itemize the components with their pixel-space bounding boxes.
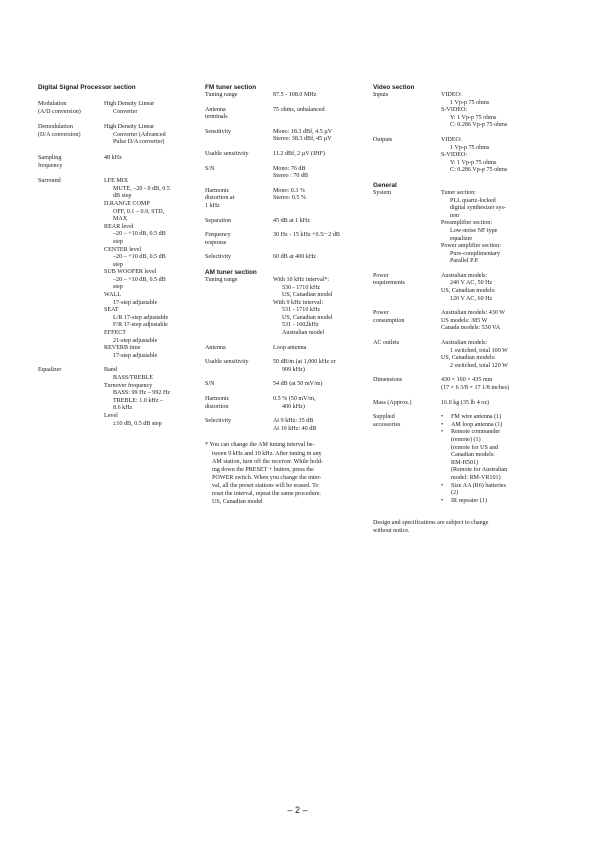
spec-text-line: 240 V AC, 50 Hz (450, 280, 493, 287)
spec-text-line: C: 0.286 Vp-p 75 ohms (450, 122, 508, 129)
accessory-text (451, 429, 507, 482)
spec-text-line: Remote commander (451, 429, 501, 436)
spec-value (441, 92, 558, 130)
spec-text-line: Power (373, 272, 389, 279)
spec-text-line: 1 Vp-p 75 ohms (450, 144, 490, 151)
spec-row (205, 92, 355, 100)
spec-label (205, 232, 273, 247)
section-title-fm: FM tuner section (205, 84, 257, 91)
spec-value (273, 345, 355, 353)
spec-text-line: Harmonic (205, 396, 230, 403)
spec-text-line: Surround (38, 178, 61, 185)
spec-label (205, 218, 273, 226)
bullet-icon: • (441, 497, 444, 504)
bullet-icon: • (441, 429, 444, 436)
spec-label (38, 155, 104, 170)
spec-text-line: At 10 kHz: 40 dB (273, 425, 317, 432)
spec-text-line: Canada models: 530 VA (441, 325, 501, 332)
spec-text-line: US, Canadian models: (441, 355, 496, 362)
fm-spec-list (205, 92, 355, 262)
spec-text-line: model: RM-VR101) (451, 474, 501, 481)
spec-text-line: Harmonic (205, 187, 230, 194)
video-spec-list (373, 92, 558, 175)
spec-text-line: US, Canadian models: (441, 288, 496, 295)
spec-label (205, 359, 273, 374)
spec-text-line: Turnover frequency (104, 382, 153, 389)
spec-value (441, 273, 558, 303)
spec-text-line: Demodulation (38, 124, 73, 131)
spec-label (373, 92, 441, 130)
column-video-general (373, 84, 558, 535)
spec-text-line: 530 - 1710 kHz (282, 284, 321, 291)
spec-row (373, 190, 558, 266)
section-title-video: Video section (373, 84, 415, 91)
accessory-text (451, 483, 506, 498)
spec-text-line: Stereo: 0.5 % (273, 195, 307, 202)
spec-text-line: Design and specifications are subject to change (373, 520, 489, 527)
spec-label (38, 178, 104, 360)
spec-text-line: 17-step adjustable (113, 299, 158, 306)
spec-text-line: US, Canadian model (282, 292, 333, 299)
spec-text-line: Outputs (373, 136, 393, 143)
spec-text-line: tem (450, 212, 460, 219)
spec-value (441, 340, 558, 370)
spec-text-line: OFF, 0.1 – 0.9, STD, (113, 208, 165, 215)
spec-value (273, 277, 355, 338)
spec-text-line: reset the interval, repeat the same procedure. (212, 490, 321, 497)
spec-text-line: Low-noise NF type (450, 227, 498, 234)
spec-value (273, 151, 355, 159)
spec-label (205, 254, 273, 262)
column-dsp (38, 84, 188, 435)
accessory-item (441, 429, 558, 482)
spec-row (205, 359, 355, 374)
spec-text-line: S-VIDEO: (441, 107, 468, 114)
spec-text-line: 0.5 % (50 mV/m, (273, 396, 316, 403)
spec-text-line: Selectivity (205, 254, 232, 261)
accessory-item (441, 422, 558, 430)
spec-text-line: (remote) (1) (451, 436, 481, 443)
spec-text-line: 120 V AC, 60 Hz (450, 295, 493, 302)
spec-row (205, 345, 355, 353)
spec-label (38, 101, 104, 116)
spec-text-line: Tuning range (205, 92, 238, 98)
spec-value (273, 129, 355, 144)
spec-text-line: Stereo : 70 dB (273, 173, 309, 180)
spec-label (205, 151, 273, 159)
spec-text-line: MUTE, –20 - 0 dB, 0.5 (113, 185, 170, 192)
spec-row (205, 254, 355, 262)
spec-text-line: 430 × 160 × 435 mm (441, 377, 493, 384)
spec-label (205, 107, 273, 122)
spec-text-line: 75 ohms, unbalanced (273, 106, 325, 113)
spec-value (441, 137, 558, 175)
spec-text-line: Equalizer (38, 367, 62, 374)
spec-text-line: Australian models: (441, 340, 488, 347)
spec-text-line: IR repeater (1) (451, 497, 487, 504)
spec-text-line: requirements (373, 280, 405, 287)
spec-text-line: (17 × 6 3/8 × 17 1/8 inches) (441, 385, 509, 391)
spec-text-line: MAX (113, 216, 128, 223)
spec-text-line: Y: 1 Vp-p 75 ohms (450, 159, 497, 166)
accessory-item (441, 483, 558, 498)
spec-text-line: Y: 1 Vp-p 75 ohms (450, 114, 497, 121)
spec-text-line: step (113, 238, 123, 245)
spec-value (273, 254, 355, 262)
spec-text-line: VIDEO: (441, 136, 462, 143)
spec-text-line: Australian models: 430 W (441, 310, 506, 317)
spec-value (273, 92, 355, 100)
accessory-list (441, 414, 558, 505)
spec-text-line: 400 kHz) (282, 403, 305, 410)
spec-text-line: With 9 kHz interval: (273, 299, 324, 306)
spec-row (205, 381, 355, 389)
spec-text-line: 531 - 1710 kHz (282, 307, 321, 314)
spec-text-line: AC outlets (373, 340, 400, 347)
spec-text-line: Separation (205, 217, 232, 224)
spec-text-line: D.RANGE COMP (104, 200, 150, 207)
spec-label (205, 418, 273, 433)
accessory-text (451, 414, 501, 422)
spec-label (205, 92, 273, 100)
spec-text-line: distortion at (205, 195, 235, 202)
spec-row (373, 137, 558, 175)
spec-text-line: 50 dB/m (at 1,000 kHz or (273, 359, 336, 366)
spec-text-line: RM-H501) (451, 459, 479, 466)
spec-text-line: 999 kHz) (282, 366, 305, 373)
accessory-text (451, 422, 502, 430)
spec-text-line: At 9 kHz: 35 dB (273, 418, 314, 425)
spec-value (104, 124, 188, 147)
spec-text-line: (Remote for Australian (451, 467, 508, 474)
spec-text-line: AM loop antenna (1) (451, 421, 503, 428)
am-interval-note (205, 441, 355, 506)
spec-text-line: without notice. (373, 528, 410, 535)
spec-text-line: Parallel P.P. (450, 258, 479, 265)
spec-text-line: terminals (205, 114, 228, 121)
spec-text-line: WALL (104, 292, 121, 299)
spec-text-line: US, Canadian model (282, 314, 333, 321)
spec-label (373, 340, 441, 370)
accessory-text (451, 498, 487, 506)
spec-text-line: response (205, 239, 227, 246)
spec-label (373, 414, 441, 505)
spec-value (441, 400, 558, 408)
spec-text-line: 45 dB at 1 kHz (273, 217, 310, 224)
spec-value (273, 396, 355, 411)
spec-label (205, 345, 273, 353)
spec-text-line: BASS: 99 Hz – 992 Hz (113, 390, 171, 397)
spec-label (205, 396, 273, 411)
column-tuner (205, 84, 355, 506)
spec-label (373, 273, 441, 303)
spec-value (441, 377, 558, 392)
spec-text-line: Sensitivity (205, 128, 232, 135)
spec-text-line: Sampling (38, 154, 62, 161)
spec-text-line: 16.0 kg (35 lb 4 oz) (441, 399, 490, 406)
spec-text-line: CENTER level (104, 246, 142, 253)
spec-row (205, 396, 355, 411)
spec-text-line: step (113, 284, 123, 291)
section-title-general: General (373, 181, 397, 189)
spec-text-line: dB step (113, 193, 132, 200)
spec-value (273, 232, 355, 247)
spec-text-line: Size AA (R6) batteries (451, 482, 507, 489)
spec-text-line: 21-step adjustable (113, 337, 158, 344)
spec-label (205, 166, 273, 181)
spec-label (373, 400, 441, 408)
spec-text-line: * You can change the AM tuning interval be- (205, 442, 315, 449)
spec-text-line: ing down the PRESET + button, press the (212, 466, 314, 473)
spec-text-line: Selectivity (205, 418, 232, 425)
spec-text-line: Converter (113, 108, 138, 115)
spec-row (205, 151, 355, 159)
section-title-dsp: Digital Signal Processor section (38, 84, 136, 91)
spec-text-line: 30 Hz - 15 kHz +0.5/−2 dB (273, 232, 340, 239)
spec-text-line: SEAT (104, 307, 119, 314)
dsp-spec-list (38, 101, 188, 428)
spec-text-line: Tuning range (205, 276, 238, 283)
spec-text-line: Power (373, 310, 389, 317)
spec-text-line: 531 - 1602kHz (282, 322, 319, 329)
spec-text-line: Dimensions (373, 377, 403, 384)
spec-text-line: 48 kHz (104, 154, 122, 161)
spec-text-line: 1 Vp-p 75 ohms (450, 99, 490, 106)
spec-row (205, 232, 355, 247)
spec-text-line: –20 – +10 dB, 0.5 dB (113, 276, 166, 283)
spec-text-line: Stereo: 38.3 dBf, 45 µV (273, 136, 332, 143)
spec-text-line: digital synthesizer sys- (450, 205, 506, 212)
spec-text-line: REVERB time (104, 345, 141, 352)
spec-text-line: System (373, 189, 391, 196)
spec-value (273, 218, 355, 226)
spec-text-line: –20 – +10 dB, 0.5 dB (113, 254, 166, 261)
spec-text-line: 2 switched, total 120 W (450, 362, 508, 369)
spec-row (373, 310, 558, 333)
page-number: – 2 – (287, 805, 308, 815)
spec-text-line: High Density Linear (104, 124, 155, 131)
spec-text-line: Usable sensitivity (205, 359, 249, 366)
spec-row (373, 273, 558, 303)
spec-text-line: 11.2 dBf, 2 µV (IHF) (273, 150, 325, 157)
am-spec-list (205, 277, 355, 434)
spec-text-line: (D/A conversion) (38, 131, 81, 138)
accessory-item (441, 414, 558, 422)
spec-text-line: frequency (38, 162, 63, 169)
spec-text-line: REAR level (104, 223, 134, 230)
general-spec-list (373, 190, 558, 407)
spec-value (273, 188, 355, 211)
spec-text-line: (2) (451, 490, 459, 497)
spec-value (273, 381, 355, 389)
spec-row (38, 367, 188, 428)
spec-text-line: Australian models: (441, 272, 488, 279)
spec-value (273, 166, 355, 181)
spec-row (38, 178, 188, 360)
spec-row (205, 107, 355, 122)
spec-text-line: S/N (205, 381, 215, 388)
spec-text-line: F/R 17-step adjustable (113, 322, 168, 329)
spec-text-line: PLL quartz-locked (450, 197, 496, 204)
spec-text-line: L/R 17-step adjustable (113, 314, 169, 321)
spec-text-line: Mono: 76 dB (273, 165, 306, 172)
spec-text-line: 1 kHz (205, 202, 220, 209)
spec-text-line: ±10 dB, 0.5 dB step (113, 420, 162, 427)
spec-value (273, 359, 355, 374)
spec-text-line: Antenna (205, 106, 226, 113)
spec-text-line: LFE MIX (104, 178, 129, 185)
spec-text-line: Tuner section: (441, 189, 476, 196)
spec-value (273, 418, 355, 433)
spec-row (205, 166, 355, 181)
spec-text-line: accessories (373, 421, 401, 428)
spec-row (205, 129, 355, 144)
bullet-icon: • (441, 482, 444, 489)
spec-text-line: Pure-complimentary (450, 250, 501, 257)
spec-text-line: S/N (205, 165, 215, 172)
spec-row (38, 101, 188, 116)
spec-label (205, 381, 273, 389)
spec-row (373, 400, 558, 408)
spec-text-line: Modulation (38, 101, 67, 107)
spec-text-line: consumption (373, 317, 405, 324)
spec-text-line: distortion (205, 403, 229, 410)
spec-value (441, 310, 558, 333)
spec-text-line: Mass (Approx.) (373, 399, 412, 406)
spec-text-line: AM station, turn off the receiver. While hold- (212, 458, 323, 465)
spec-text-line: step (113, 261, 123, 268)
spec-text-line: Australian model (282, 330, 325, 337)
spec-row (373, 377, 558, 392)
spec-row (373, 340, 558, 370)
spec-text-line: Antenna (205, 344, 226, 351)
spec-row (205, 277, 355, 338)
spec-text-line: 17-step adjustable (113, 352, 158, 359)
spec-text-line: –20 – +10 dB, 0.5 dB (113, 231, 166, 238)
spec-text-line: POWER switch. When you change the inter- (212, 474, 322, 481)
section-title-am: AM tuner section (205, 268, 257, 276)
spec-text-line: US, Canadian model (212, 499, 263, 506)
spec-text-line: 54 dB (at 50 mV/m) (273, 381, 323, 388)
spec-label (373, 190, 441, 266)
accessory-item (441, 498, 558, 506)
spec-row (205, 188, 355, 211)
spec-label (373, 137, 441, 175)
spec-text-line: 87.5 - 108.0 MHz (273, 92, 317, 98)
spec-text-line: Inputs (373, 92, 389, 98)
spec-row (205, 418, 355, 433)
bullet-icon: • (441, 421, 444, 428)
spec-text-line: 8.6 kHz (113, 405, 133, 412)
spec-text-line: Mono: 0.3 % (273, 187, 305, 194)
spec-text-line: Converter (Advanced (113, 131, 166, 138)
disclaimer-text (373, 519, 558, 535)
spec-text-line: FM wire antenna (1) (451, 414, 502, 421)
spec-value (441, 190, 558, 266)
spec-text-line: With 10 kHz interval*: (273, 276, 330, 283)
spec-text-line: Mono: 18.3 dBf, 4.5 µV (273, 128, 333, 135)
spec-row-accessories (373, 414, 558, 505)
spec-row (38, 155, 188, 170)
spec-label (205, 129, 273, 144)
spec-value (104, 178, 188, 360)
spec-text-line: tween 9 kHz and 10 kHz. After tuning in any (212, 450, 322, 457)
spec-label (205, 188, 273, 211)
spec-text-line: Level (104, 412, 118, 419)
spec-text-line: C: 0.286 Vp-p 75 ohms (450, 167, 508, 174)
spec-text-line: High Density Linear (104, 101, 155, 107)
spec-text-line: TREBLE: 1.0 kHz – (113, 397, 164, 404)
spec-text-line: Loop antenna (273, 344, 307, 351)
spec-text-line: Band (104, 367, 117, 374)
spec-value (104, 367, 188, 428)
spec-text-line: Preamplifier section: (441, 220, 492, 227)
spec-text-line: val, all the preset stations will be erased. To (212, 482, 319, 489)
spec-text-line: VIDEO: (441, 92, 462, 98)
spec-text-line: EFFECT (104, 330, 127, 337)
spec-text-line: Canadian models: (451, 452, 495, 459)
spec-text-line: Pulse D/A converter) (113, 139, 165, 146)
spec-text-line: Supplied (373, 414, 395, 421)
spec-row (373, 92, 558, 130)
spec-row (205, 218, 355, 226)
spec-value (104, 101, 188, 116)
spec-label (38, 124, 104, 147)
spec-label (373, 310, 441, 333)
spec-text-line: Power amplifier section: (441, 243, 501, 250)
spec-text-line: SUB WOOFER level (104, 269, 157, 276)
spec-text-line: BASS/TREBLE (113, 375, 153, 381)
spec-label (373, 377, 441, 392)
spec-label (38, 367, 104, 428)
spec-text-line: (A/D conversion) (38, 108, 81, 115)
spec-text-line: equalizer (450, 235, 473, 242)
spec-text-line: Usable sensitivity (205, 150, 249, 157)
spec-value (273, 107, 355, 122)
spec-text-line: 60 dB at 400 kHz (273, 254, 316, 261)
spec-text-line: US models: 385 W (441, 317, 488, 324)
spec-row (38, 124, 188, 147)
spec-text-line: 1 switched, total 100 W (450, 347, 508, 354)
spec-value (104, 155, 188, 170)
spec-label (205, 277, 273, 338)
spec-text-line: (remote for US and (451, 444, 499, 451)
spec-text-line: Frequency (205, 232, 231, 239)
bullet-icon: • (441, 414, 444, 421)
spec-text-line: S-VIDEO: (441, 152, 468, 159)
